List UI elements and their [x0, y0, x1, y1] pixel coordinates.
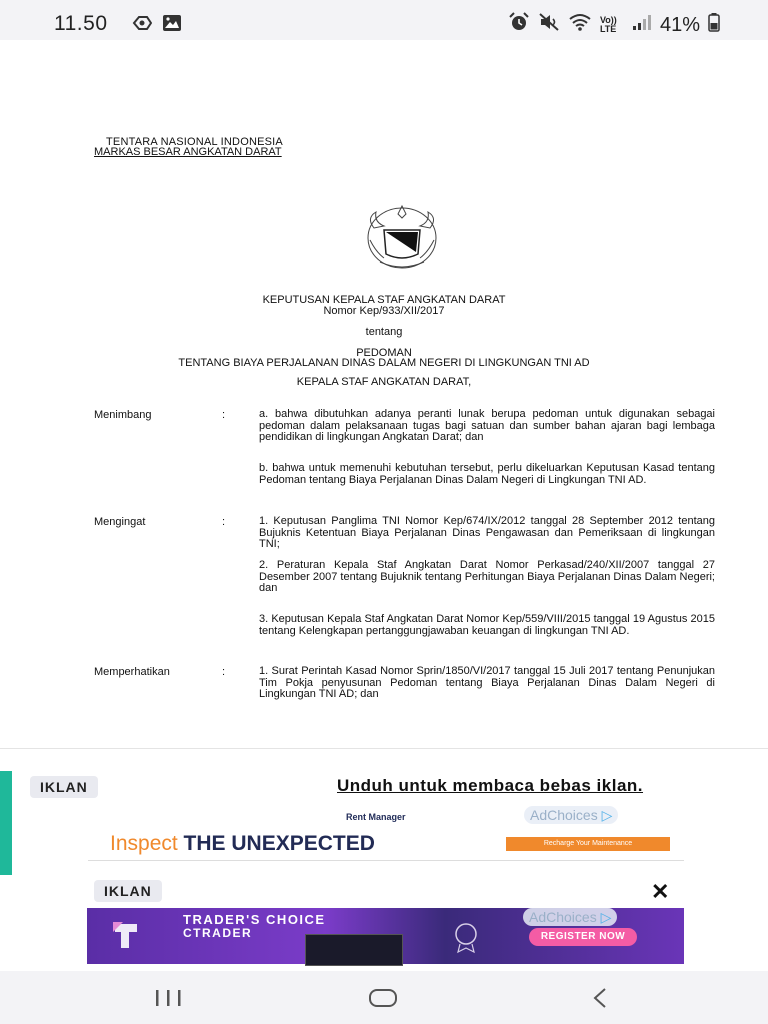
screen-record-icon: [130, 14, 152, 37]
pedoman-label: PEDOMAN: [356, 347, 412, 359]
adchoices-icon: ▷: [601, 807, 613, 823]
gallery-icon: [162, 14, 182, 37]
decision-subject: TENTANG BIAYA PERJALANAN DINAS DALAM NEGERI DI LINGKUNGAN TNI AD: [178, 357, 590, 369]
recent-apps-button[interactable]: [154, 988, 184, 1013]
ad-free-download-link[interactable]: Unduh untuk membaca bebas iklan.: [337, 776, 644, 795]
ad-line-1: TRADER'S CHOICE: [183, 912, 326, 927]
wifi-icon: [568, 12, 592, 38]
org-line-1: TENTARA NASIONAL INDONESIA: [106, 136, 283, 148]
section-label-mengingat: Mengingat: [94, 516, 146, 528]
register-now-button[interactable]: REGISTER NOW: [529, 928, 637, 946]
ad-cta-button[interactable]: Recharge Your Maintenance: [506, 837, 670, 851]
mute-icon: [538, 12, 560, 38]
back-button[interactable]: [590, 986, 610, 1015]
ad-line-2: CTRADER: [183, 926, 253, 940]
decision-title: KEPUTUSAN KEPALA STAF ANGKATAN DARAT: [262, 294, 506, 306]
banner-ad-ctrader[interactable]: [87, 908, 684, 964]
ad-screenshot-image: [305, 934, 403, 966]
paragraph: 3. Keputusan Kepala Staf Angkatan Darat Nomor Kep/559/VIII/2015 tanggal 19 Agustus 2015 tentang Kelengkapan pertanggungjawaban keuangan di lingkungan TNI AD.: [259, 613, 715, 637]
paragraph: 2. Peraturan Kepala Staf Angkatan Darat Nomor Perkasad/240/XII/2007 tanggal 27 Desember 2007 tentang Bujuknik tentang Perhitungan Biaya Perjalanan Dinas Dalam Negeri; dan: [259, 559, 715, 594]
adchoices-button[interactable]: AdChoices ▷: [523, 908, 617, 926]
tentang-label: tentang: [365, 326, 403, 338]
battery-percent: 41%: [659, 13, 700, 36]
paragraph: b. bahwa untuk memenuhi kebutuhan tersebut, perlu dikeluarkan Keputusan Kasad tentang Pedoman tentang Biaya Perjalanan Dinas Dalam Negeri di Lingkungan TNI AD.: [259, 462, 715, 486]
ad-label: IKLAN: [30, 776, 98, 798]
paragraph: 1. Keputusan Panglima TNI Nomor Kep/674/IX/2012 tanggal 28 September 2012 tentang Bujuknis Ketentuan Biaya Perjalanan Dinas Pengawasan dan Pemeriksaan di lingkungan TNI;: [259, 515, 715, 550]
document-page[interactable]: [0, 40, 768, 748]
battery-icon: [708, 12, 720, 38]
ctrader-logo-icon: [109, 918, 143, 959]
accent-bar: [0, 771, 12, 875]
colon: :: [222, 409, 226, 421]
army-emblem-icon: [360, 200, 444, 276]
volte-icon: Vo)) LTE: [599, 15, 617, 34]
clock: 11.50: [54, 12, 108, 35]
section-label-menimbang: Menimbang: [94, 409, 152, 421]
colon: :: [222, 666, 226, 678]
system-nav-bar: [0, 971, 768, 1024]
close-ad-button[interactable]: ✕: [651, 879, 670, 904]
ad-headline: Inspect THE UNEXPECTED: [110, 832, 375, 855]
signal-icon: [632, 13, 652, 37]
award-badge-icon: [451, 920, 481, 959]
org-line-2: MARKAS BESAR ANGKATAN DARAT: [94, 146, 282, 158]
banner-ad-rent-manager[interactable]: [88, 806, 684, 861]
paragraph: 1. Surat Perintah Kasad Nomor Sprin/1850/VI/2017 tanggal 15 Juli 2017 tentang Penunjukan Tim Pokja penyusunan Pedoman tentang Biaya Perjalanan Dinas Dalam Negeri di Lingkungan TNI AD; dan: [259, 665, 715, 700]
ad-label: IKLAN: [94, 880, 162, 902]
alarm-icon: [508, 12, 530, 38]
home-button[interactable]: [368, 987, 398, 1014]
status-bar: [0, 0, 768, 40]
decision-number: Nomor Kep/933/XII/2017: [323, 305, 445, 317]
signatory: KEPALA STAF ANGKATAN DARAT,: [296, 376, 472, 388]
adchoices-button[interactable]: AdChoices ▷: [524, 806, 618, 824]
colon: :: [222, 516, 226, 528]
section-label-memperhatikan: Memperhatikan: [94, 666, 170, 678]
ad-brand: Rent Manager: [346, 812, 406, 822]
paragraph: a. bahwa dibutuhkan adanya peranti lunak berupa pedoman untuk digunakan sebagai pedoman dalam pelaksanaan tugas bagi satuan dan sumber bahan ajaran bagi lembaga pendidikan di lingkungan Angkatan Darat; dan: [259, 408, 715, 443]
adchoices-icon: ▷: [600, 909, 612, 925]
